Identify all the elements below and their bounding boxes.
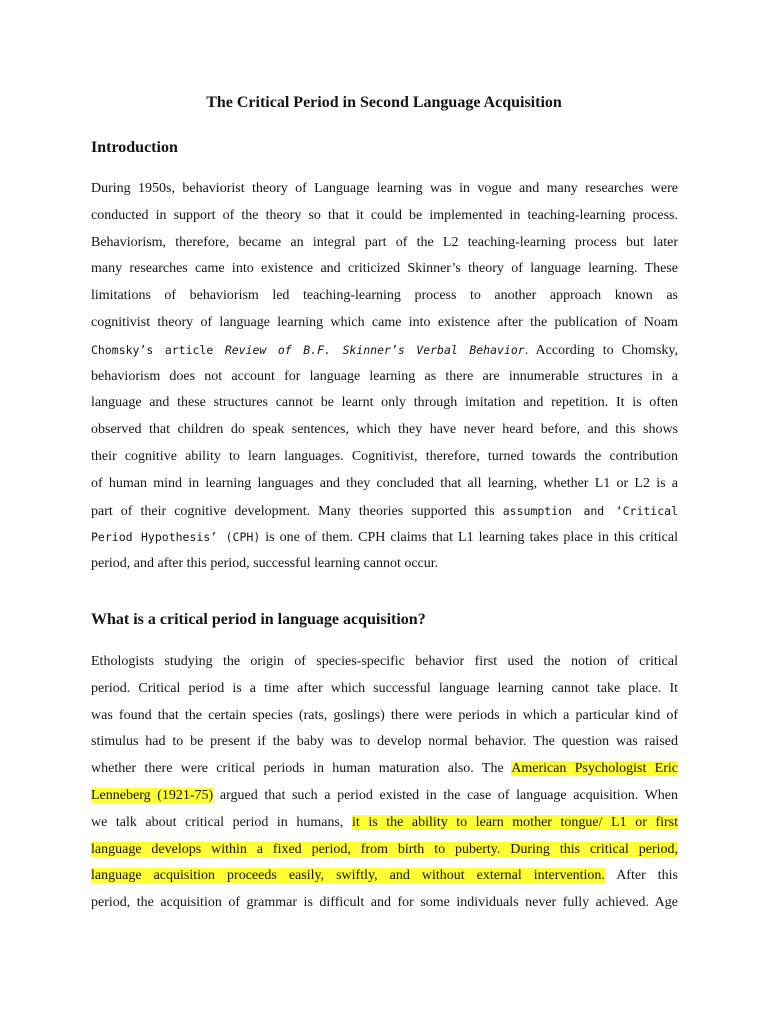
paragraph-line: [91, 337, 678, 364]
paragraph-line: [91, 676, 678, 703]
text-run: . According to Chomsky,: [524, 342, 678, 358]
paragraph-line: [91, 444, 678, 471]
paragraph-line: [91, 283, 678, 310]
text-run: we talk about critical period in humans,: [91, 814, 352, 830]
text-run: After this: [604, 868, 678, 884]
paragraph-line: [91, 498, 678, 525]
highlighted-text: it is the ability to learn mother tongue/ L1 or first: [352, 814, 678, 830]
text-run: conducted in support of the theory so that it could be implemented in teaching-learning process.: [91, 207, 678, 223]
text-run: observed that children do speak sentences, which they have never heard before, and this shows: [91, 422, 678, 438]
text-run: period. Critical period is a time after which successful language learning cannot take place. It: [91, 680, 678, 696]
text-run: many researches came into existence and criticized Skinner’s theory of language learning. These: [91, 261, 678, 277]
highlighted-text: language acquisition proceeds easily, swiftly, and without external intervention.: [91, 868, 605, 884]
introduction-paragraph: [91, 176, 678, 578]
paragraph-line: [91, 890, 678, 917]
paragraph-line: [91, 364, 678, 391]
paragraph-line: [91, 310, 678, 337]
text-run: is one of them. CPH claims that L1 learning takes place in this critical: [260, 530, 678, 546]
paragraph-line: [91, 471, 678, 498]
paragraph-line: [91, 649, 678, 676]
text-run: Behaviorism, therefore, became an integral part of the L2 teaching-learning process but later: [91, 234, 678, 250]
text-run: cognitivist theory of language learning which came into existence after the publication of Noam: [91, 314, 678, 330]
paragraph-line: [91, 524, 678, 551]
paragraph-line: [91, 756, 678, 783]
highlighted-text: American Psychologist Eric: [511, 761, 679, 777]
text-run: language and these structures cannot be learnt only through imitation and repetition. It is often: [91, 395, 678, 411]
paragraph-line: [91, 417, 678, 444]
text-run: During 1950s, behaviorist theory of Language learning was in vogue and many researches were: [91, 181, 678, 196]
highlighted-text: language develops within a fixed period, from birth to puberty. During this critical period,: [91, 841, 678, 857]
text-run: period, and after this period, successful learning cannot occur.: [91, 556, 439, 572]
paragraph-line: [91, 863, 678, 890]
paragraph-line: [91, 783, 678, 810]
text-run: limitations of behaviorism led teaching-learning process to another approach known as: [91, 288, 678, 304]
text-run: argued that such a period existed in the case of language acquisition. When: [213, 787, 679, 803]
text-run: Chomsky’s article: [91, 342, 225, 357]
paragraph-line: [91, 551, 678, 578]
paragraph-line: [91, 703, 678, 730]
critical-period-paragraph: [91, 649, 678, 917]
paragraph-line: [91, 837, 678, 864]
article-title: Review of B.F. Skinner’s Verbal Behavior: [224, 342, 525, 357]
paragraph-line: [91, 176, 678, 203]
text-run: Ethologists studying the origin of species-specific behavior first used the notion of critical: [91, 654, 678, 669]
highlighted-text: Lenneberg (1921-75): [91, 787, 214, 803]
text-run: of human mind in learning languages and they concluded that all learning, whether L1 or L2 is a: [91, 475, 678, 491]
paragraph-line: [91, 810, 678, 837]
paragraph-line: [91, 256, 678, 283]
paragraph-line: [91, 203, 678, 230]
text-run: whether there were critical periods in human maturation also. The: [91, 761, 512, 777]
paragraph-line: [91, 230, 678, 257]
text-run: was found that the certain species (rats, goslings) there were periods in which a particular kind of: [91, 707, 678, 723]
section-heading-critical-period: What is a critical period in language acquisition?: [91, 611, 426, 628]
section-heading-introduction: Introduction: [91, 139, 178, 156]
paragraph-line: [91, 729, 678, 756]
paragraph-line: [91, 390, 678, 417]
text-run: stimulus had to be present if the baby was to develop normal behavior. The question was raised: [91, 734, 678, 750]
text-run: period, the acquisition of grammar is difficult and for some individuals never fully achieved. Age: [91, 895, 678, 911]
text-run: assumption and ‘Critical: [502, 503, 678, 518]
text-run: Period Hypothesis’ (CPH): [91, 530, 261, 545]
text-run: their cognitive ability to learn languages. Cognitivist, therefore, turned towards the contribution: [91, 448, 678, 464]
text-run: part of their cognitive development. Many theories supported this: [91, 503, 503, 519]
text-run: behaviorism does not account for language learning as there are innumerable structures in a: [91, 368, 678, 384]
document-title: The Critical Period in Second Language Acquisition: [206, 94, 562, 111]
